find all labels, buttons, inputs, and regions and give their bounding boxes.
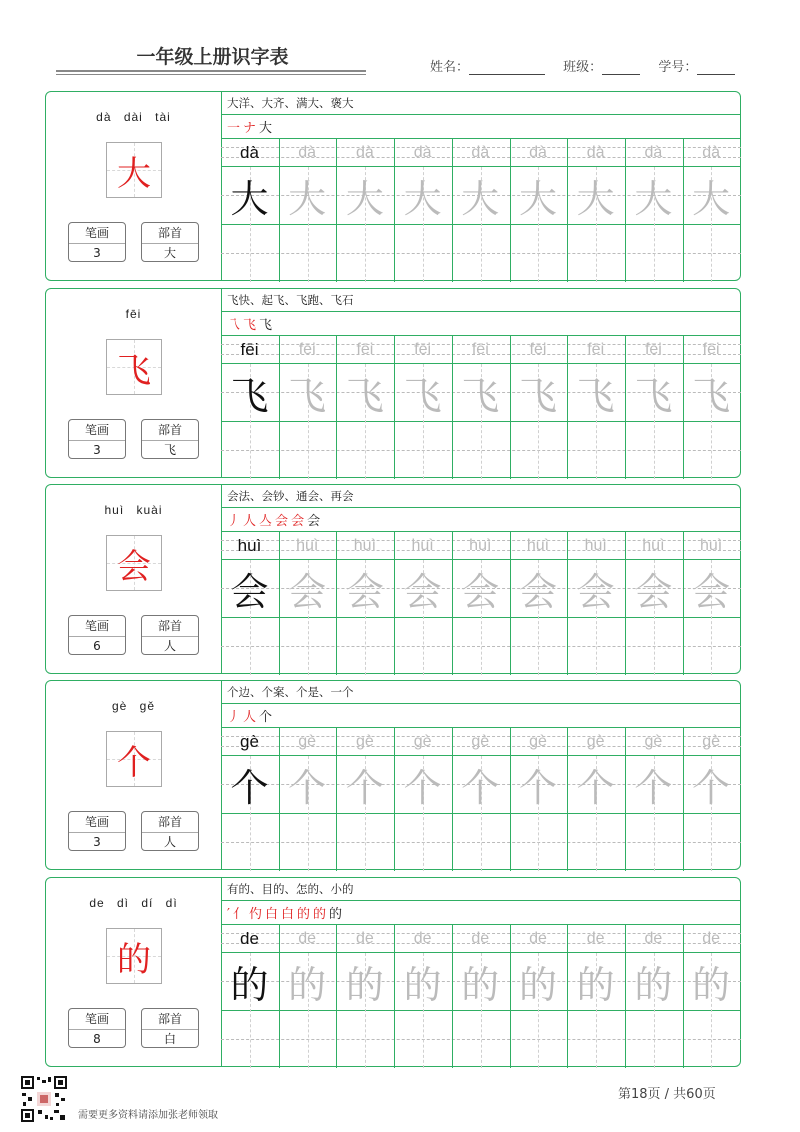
name-input-line[interactable]: [469, 60, 545, 75]
character-card: [45, 288, 741, 478]
grid-line: [221, 114, 741, 115]
pinyin-trace: de: [413, 930, 432, 947]
stroke-count-value: 3: [93, 835, 101, 849]
radical-value: 人: [163, 639, 176, 653]
character-trace[interactable]: 大: [403, 177, 442, 221]
pinyin-trace: fēi: [471, 341, 489, 358]
character-trace[interactable]: 个: [461, 766, 500, 810]
grid-line: [221, 900, 741, 901]
character-trace[interactable]: 飞: [634, 374, 673, 418]
main-character: 会: [117, 546, 151, 587]
character-box: [106, 339, 162, 395]
character-card: [45, 484, 741, 674]
radical-box: [141, 222, 199, 262]
radical-label: 部首: [142, 1009, 198, 1030]
number-input-line[interactable]: [697, 60, 735, 75]
character-trace[interactable]: 大: [692, 177, 731, 221]
radical-value: 人: [163, 835, 176, 849]
character-trace[interactable]: 会: [345, 570, 384, 614]
stroke-count-value: 3: [93, 246, 101, 260]
pinyin-trace: de: [586, 930, 605, 947]
stroke-count-box: [68, 419, 126, 459]
grid-line: [221, 531, 741, 532]
practice-grid: [221, 681, 741, 869]
character-trace[interactable]: 个: [634, 766, 673, 810]
character-trace[interactable]: 的: [403, 963, 442, 1007]
pinyin-readings: de dì dí dì: [89, 896, 178, 910]
character-trace[interactable]: 飞: [576, 374, 615, 418]
page-number: 第18页 / 共60页: [618, 1087, 716, 1102]
stroke-count-label: 笔画: [69, 420, 125, 441]
character-trace[interactable]: 飞: [461, 374, 500, 418]
pinyin-trace: huì: [353, 537, 377, 554]
character-trace[interactable]: 飞: [518, 374, 557, 418]
radical-value: 大: [163, 246, 176, 260]
character-card: [45, 680, 741, 870]
stroke-count-box: [68, 222, 126, 262]
radical-box: [141, 811, 199, 851]
stroke-step: 亻: [232, 907, 246, 922]
pinyin-readings: fēi: [125, 307, 142, 321]
title-underline-thin: [56, 74, 366, 75]
grid-line: [221, 138, 741, 139]
radical-value: 飞: [163, 443, 176, 457]
stroke-step-final: 个: [259, 710, 273, 725]
radical-label: 部首: [142, 616, 198, 637]
character-model: 大: [230, 177, 269, 221]
character-model: 会: [230, 570, 269, 614]
grid-line: [221, 311, 741, 312]
pinyin-trace: fēi: [298, 341, 316, 358]
pinyin-trace: gè: [586, 733, 605, 750]
pinyin-trace: de: [298, 930, 317, 947]
stroke-count-box: [68, 615, 126, 655]
pinyin-trace: dà: [471, 144, 490, 161]
pinyin-trace: gè: [355, 733, 374, 750]
stroke-step: 人: [243, 514, 257, 529]
stroke-step-final: 大: [259, 121, 273, 136]
character-trace[interactable]: 的: [692, 963, 731, 1007]
stroke-step: ナ: [243, 121, 257, 136]
stroke-step: 一: [227, 121, 241, 136]
stroke-count-label: 笔画: [69, 812, 125, 833]
name-label: 姓名：: [430, 60, 470, 75]
radical-box: [141, 1008, 199, 1048]
stroke-step: 的: [297, 907, 311, 922]
character-trace[interactable]: 大: [518, 177, 557, 221]
example-words: 有的、目的、怎的、小的: [227, 882, 354, 896]
stroke-count-box: [68, 811, 126, 851]
character-trace[interactable]: 会: [634, 570, 673, 614]
grid-line: [221, 507, 741, 508]
character-trace[interactable]: 个: [576, 766, 615, 810]
character-model: 个: [230, 766, 269, 810]
stroke-step: 丿: [227, 710, 241, 725]
stroke-step: 白: [281, 907, 295, 922]
stroke-step-final: 的: [329, 907, 343, 922]
stroke-count-value: 8: [93, 1032, 101, 1046]
stroke-count-box: [68, 1008, 126, 1048]
example-words: 飞快、起飞、飞跑、飞石: [227, 293, 354, 307]
pinyin-trace: fēi: [356, 341, 374, 358]
character-trace[interactable]: 会: [518, 570, 557, 614]
stroke-step: 会: [291, 514, 305, 529]
pinyin-trace: dà: [298, 144, 317, 161]
character-trace[interactable]: 个: [345, 766, 384, 810]
character-trace[interactable]: 飞: [692, 374, 731, 418]
character-trace[interactable]: 会: [461, 570, 500, 614]
character-trace[interactable]: 会: [692, 570, 731, 614]
character-trace[interactable]: 的: [576, 963, 615, 1007]
character-trace[interactable]: 的: [345, 963, 384, 1007]
pinyin-trace: de: [529, 930, 547, 947]
pinyin-trace: gè: [413, 733, 432, 750]
class-label: 班级：: [563, 60, 603, 75]
stroke-step: 仢: [248, 907, 262, 922]
radical-label: 部首: [142, 812, 198, 833]
pinyin-trace: de: [702, 930, 720, 947]
character-trace[interactable]: 飞: [345, 374, 384, 418]
pinyin-trace: dà: [413, 144, 432, 161]
pinyin-model: dà: [240, 143, 259, 162]
pinyin-readings: dà dài tài: [96, 110, 171, 124]
radical-label: 部首: [142, 420, 198, 441]
character-info-panel: [46, 878, 222, 1066]
grid-line: [221, 924, 741, 925]
character-trace[interactable]: 的: [634, 963, 673, 1007]
example-words: 个边、个案、个是、一个: [227, 685, 354, 699]
stroke-step: 亼: [259, 514, 273, 529]
grid-line: [221, 703, 741, 704]
character-card: [45, 91, 741, 281]
main-character: 大: [117, 153, 151, 194]
character-trace[interactable]: 个: [692, 766, 731, 810]
stroke-step: 白: [264, 907, 278, 922]
character-trace[interactable]: 个: [288, 766, 327, 810]
stroke-step: 丿: [227, 514, 241, 529]
character-trace[interactable]: 大: [634, 177, 673, 221]
stroke-order: [227, 117, 272, 136]
character-trace[interactable]: 会: [288, 570, 327, 614]
pinyin-readings: gè gě: [111, 699, 156, 713]
pinyin-model: gè: [240, 732, 259, 751]
number-label: 学号：: [658, 60, 698, 75]
practice-grid: [221, 878, 741, 1066]
pinyin-trace: gè: [702, 733, 720, 750]
pinyin-trace: huì: [526, 537, 550, 554]
example-words: 会法、会钞、通会、再会: [227, 489, 354, 503]
pinyin-model: huì: [237, 536, 262, 555]
pinyin-trace: de: [355, 930, 374, 947]
pinyin-trace: gè: [644, 733, 663, 750]
pinyin-model: fēi: [240, 340, 259, 359]
pinyin-trace: huì: [642, 537, 665, 554]
pinyin-trace: de: [471, 930, 490, 947]
class-input-line[interactable]: [602, 60, 640, 75]
radical-box: [141, 615, 199, 655]
stroke-count-value: 6: [93, 639, 101, 653]
character-trace[interactable]: 的: [288, 963, 327, 1007]
pinyin-trace: huì: [469, 537, 492, 554]
character-trace[interactable]: 飞: [288, 374, 327, 418]
character-box: [106, 928, 162, 984]
pinyin-trace: huì: [411, 537, 434, 554]
stroke-step: 飞: [243, 318, 257, 333]
character-trace[interactable]: 个: [518, 766, 557, 810]
character-trace[interactable]: 会: [576, 570, 615, 614]
stroke-count-label: 笔画: [69, 616, 125, 637]
page-header: [0, 0, 800, 90]
title-underline: [56, 70, 366, 72]
character-model: 飞: [230, 374, 269, 418]
main-character: 的: [117, 939, 151, 980]
stroke-step: 的: [313, 907, 327, 922]
character-trace[interactable]: 大: [345, 177, 384, 221]
practice-grid: [221, 92, 741, 280]
character-trace[interactable]: 的: [518, 963, 557, 1007]
character-box: [106, 142, 162, 198]
stroke-step: ′: [227, 907, 230, 922]
pinyin-model: de: [240, 929, 259, 948]
character-trace[interactable]: 会: [403, 570, 442, 614]
character-trace[interactable]: 大: [288, 177, 327, 221]
qr-code-icon: [20, 1075, 68, 1123]
pinyin-trace: fēi: [529, 341, 547, 358]
stroke-step: 会: [275, 514, 289, 529]
student-info-fields: [430, 56, 749, 75]
stroke-step: 乁: [227, 318, 241, 333]
radical-label: 部首: [142, 223, 198, 244]
pinyin-trace: fēi: [414, 341, 432, 358]
pinyin-trace: gè: [298, 733, 317, 750]
pinyin-trace: dà: [702, 144, 720, 161]
character-box: [106, 535, 162, 591]
pinyin-trace: dà: [355, 144, 374, 161]
pinyin-trace: gè: [471, 733, 490, 750]
stroke-order: [227, 510, 320, 529]
pinyin-trace: dà: [586, 144, 605, 161]
character-info-panel: [46, 485, 222, 673]
pinyin-trace: fēi: [702, 341, 720, 358]
character-box: [106, 731, 162, 787]
pinyin-trace: de: [644, 930, 663, 947]
pinyin-trace: huì: [699, 537, 723, 554]
pinyin-readings: huì kuài: [104, 503, 163, 517]
stroke-step: 人: [243, 710, 257, 725]
pinyin-trace: dà: [529, 144, 547, 161]
radical-value: 白: [163, 1032, 176, 1046]
character-trace[interactable]: 个: [403, 766, 442, 810]
pinyin-trace: dà: [644, 144, 663, 161]
stroke-order: [227, 706, 272, 725]
character-trace[interactable]: 飞: [403, 374, 442, 418]
grid-line: [221, 335, 741, 336]
stroke-count-label: 笔画: [69, 1009, 125, 1030]
grid-line: [221, 727, 741, 728]
stroke-step-final: 会: [307, 514, 321, 529]
radical-box: [141, 419, 199, 459]
character-trace[interactable]: 大: [461, 177, 500, 221]
practice-grid: [221, 289, 741, 477]
character-card: [45, 877, 741, 1067]
page-title: 一年级上册识字表: [136, 46, 289, 68]
character-info-panel: [46, 289, 222, 477]
main-character: 个: [117, 742, 151, 783]
pinyin-trace: gè: [529, 733, 547, 750]
footer-note: 需要更多资料请添加张老师领取: [78, 1110, 218, 1121]
pinyin-trace: fēi: [587, 341, 605, 358]
main-character: 飞: [117, 350, 151, 391]
character-info-panel: [46, 681, 222, 869]
stroke-order: [227, 314, 272, 333]
pinyin-trace: huì: [296, 537, 319, 554]
pinyin-trace: fēi: [644, 341, 662, 358]
stroke-count-label: 笔画: [69, 223, 125, 244]
example-words: 大洋、大齐、满大、褒大: [227, 96, 354, 110]
character-trace[interactable]: 的: [461, 963, 500, 1007]
character-trace[interactable]: 大: [576, 177, 615, 221]
character-info-panel: [46, 92, 222, 280]
stroke-count-value: 3: [93, 443, 101, 457]
stroke-step-final: 飞: [259, 318, 273, 333]
practice-grid: [221, 485, 741, 673]
stroke-order: [227, 903, 342, 922]
character-model: 的: [230, 963, 269, 1007]
pinyin-trace: huì: [584, 537, 607, 554]
